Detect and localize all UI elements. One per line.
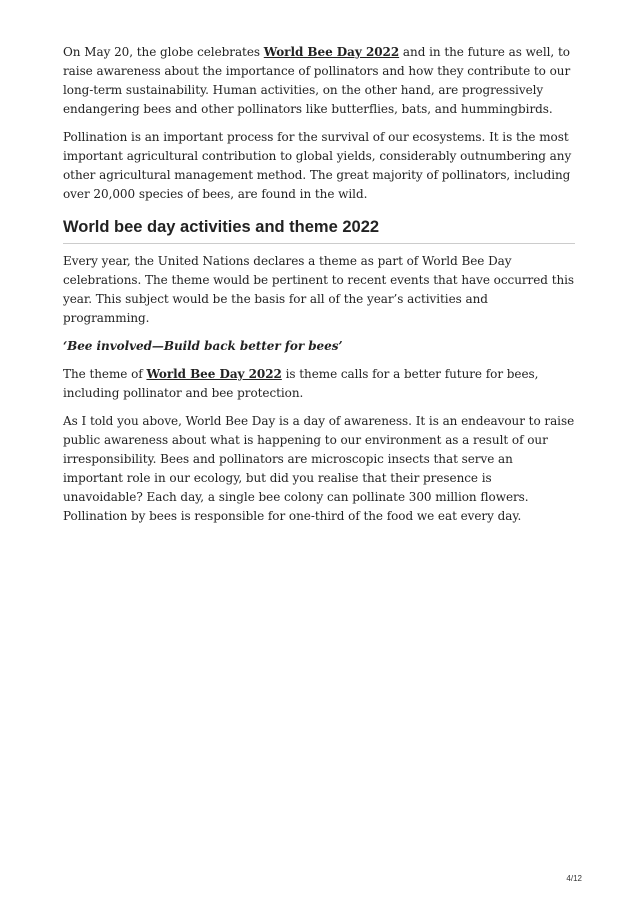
theme-quote: ‘Bee involved—Build back better for bees’ bbox=[63, 339, 343, 353]
world-bee-day-link-2[interactable]: World Bee Day 2022 bbox=[146, 367, 282, 381]
awareness-paragraph: As I told you above, World Bee Day is a day of awareness. It is an endeavour to raise public awareness about what is happening to our environment as a result of our irresponsibility. Bees and pollinators are microscopic insects that serve an important role in our ecology, but did you realise that their presence is unavoidable? Each day, a single bee colony can pollinate 300 million flowers. Pollination by bees is responsible for one-third of the food we eat every day. bbox=[63, 414, 575, 523]
theme-text-end: is theme calls for a better future for bees, including pollinator and bee protection. bbox=[63, 367, 539, 400]
intro-text-start: On May 20, the globe celebrates bbox=[63, 45, 264, 59]
intro-paragraph bbox=[63, 43, 575, 119]
world-bee-day-link[interactable]: World Bee Day 2022 bbox=[263, 45, 400, 59]
pollination-paragraph: Pollination is an important process for the survival of our ecosystems. It is the most important agricultural contribution to global yields, considerably outnumbering any other agricultural management method. The great majority of pollinators, including over 20,000 species of bees, are found in the wild. bbox=[63, 130, 572, 201]
theme-intro-paragraph: Every year, the United Nations declares a theme as part of World Bee Day celebrations. The theme would be pertinent to recent events that have occurred this year. This subject would be the basis for all of the year’s activities and programming. bbox=[63, 254, 575, 325]
document-page bbox=[63, 43, 575, 526]
theme-paragraph bbox=[63, 365, 575, 403]
section-heading: World bee day activities and theme 2022 bbox=[63, 218, 575, 244]
theme-text-start: The theme of bbox=[63, 367, 147, 381]
page-number: 4/12 bbox=[566, 874, 582, 883]
intro-text-end: and in the future as well, to raise awareness about the importance of pollinators and how they contribute to our long-term sustainability. Human activities, on the other hand, are progressively endangering bees and other pollinators like butterflies, bats, and hummingbirds. bbox=[63, 45, 571, 116]
